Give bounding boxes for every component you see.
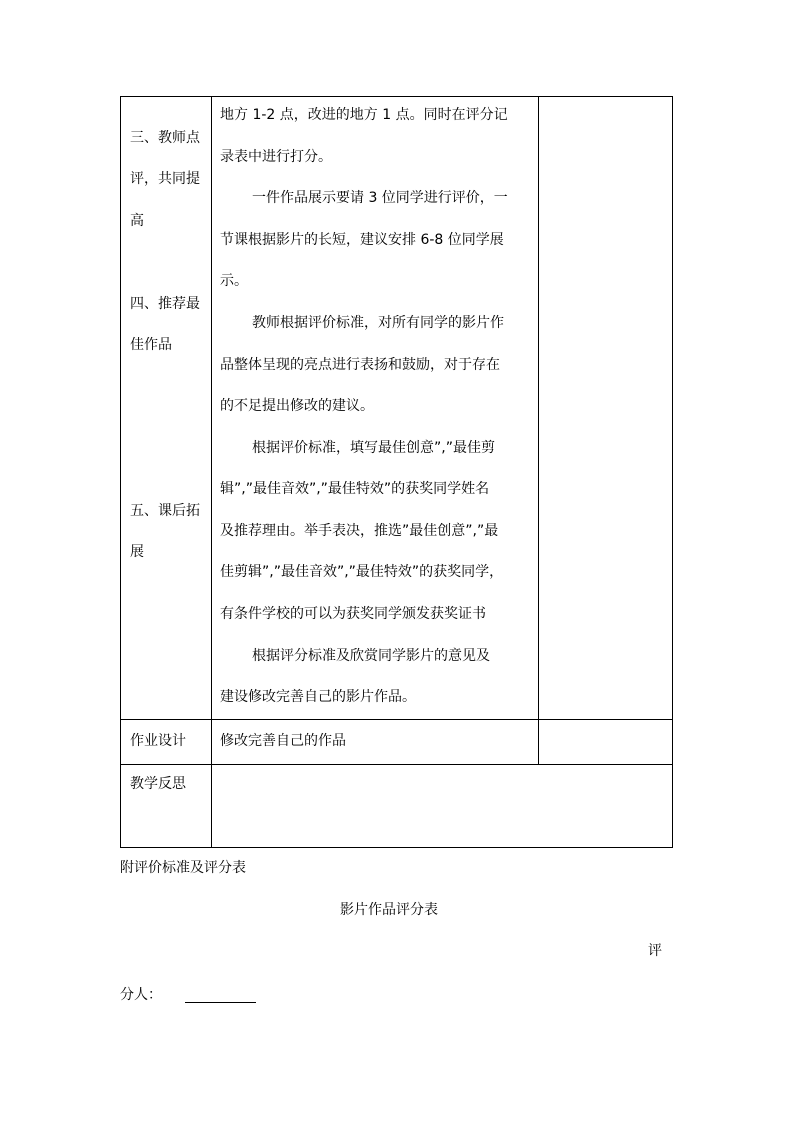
label-line: 评，共同提: [130, 171, 200, 187]
table-divider: [538, 96, 539, 765]
content-line: 佳剪辑”,”最佳音效”,”最佳特效”的获奖同学，: [220, 564, 504, 580]
table-border-left: [120, 96, 121, 848]
form-title: 影片作品评分表: [340, 902, 438, 918]
table-divider: [120, 764, 673, 765]
grader-name-field[interactable]: [185, 1002, 256, 1003]
label-line: 五、课后拓: [130, 503, 200, 519]
table-divider: [211, 96, 212, 848]
grader-label-part2: 分人：: [120, 987, 162, 1003]
content-line: 根据评价标准，填写最佳创意”,”最佳剪: [252, 440, 495, 456]
table-border-top: [120, 96, 673, 97]
content-line: 的不足提出修改的建议。: [220, 398, 374, 414]
homework-label: 作业设计: [130, 733, 186, 749]
grader-label-part1: 评: [648, 943, 662, 959]
content-line: 示。: [220, 273, 248, 289]
content-line: 建设修改完善自己的影片作品。: [220, 689, 416, 705]
label-line: 四、推荐最: [130, 296, 200, 312]
content-line: 及推荐理由。举手表决，推选”最佳创意”,”最: [220, 523, 499, 539]
content-line: 节课根据影片的长短，建议安排 6-8 位同学展: [220, 232, 504, 248]
content-line: 根据评分标准及欣赏同学影片的意见及: [252, 648, 490, 664]
homework-value: 修改完善自己的作品: [220, 733, 346, 749]
table-divider: [120, 719, 673, 720]
content-line: 教师根据评价标准，对所有同学的影片作: [252, 315, 504, 331]
content-line: 品整体呈现的亮点进行表扬和鼓励，对于存在: [220, 357, 500, 373]
label-line: 高: [130, 213, 144, 229]
label-line: 展: [130, 544, 144, 560]
content-line: 有条件学校的可以为获奖同学颁发获奖证书: [220, 606, 486, 622]
content-line: 辑”,”最佳音效”,”最佳特效”的获奖同学姓名: [220, 481, 490, 497]
content-line: 地方 1-2 点，改进的地方 1 点。同时在评分记: [220, 107, 508, 123]
lesson-table: [120, 96, 673, 848]
reflection-label: 教学反思: [130, 776, 186, 792]
table-border-bottom: [120, 847, 673, 848]
content-line: 一件作品展示要请 3 位同学进行评价，一: [252, 190, 508, 206]
label-line: 三、教师点: [130, 130, 200, 146]
attachment-note: 附评价标准及评分表: [120, 860, 246, 876]
table-border-right: [672, 96, 673, 848]
content-line: 录表中进行打分。: [220, 149, 332, 165]
label-line: 佳作品: [130, 337, 172, 353]
